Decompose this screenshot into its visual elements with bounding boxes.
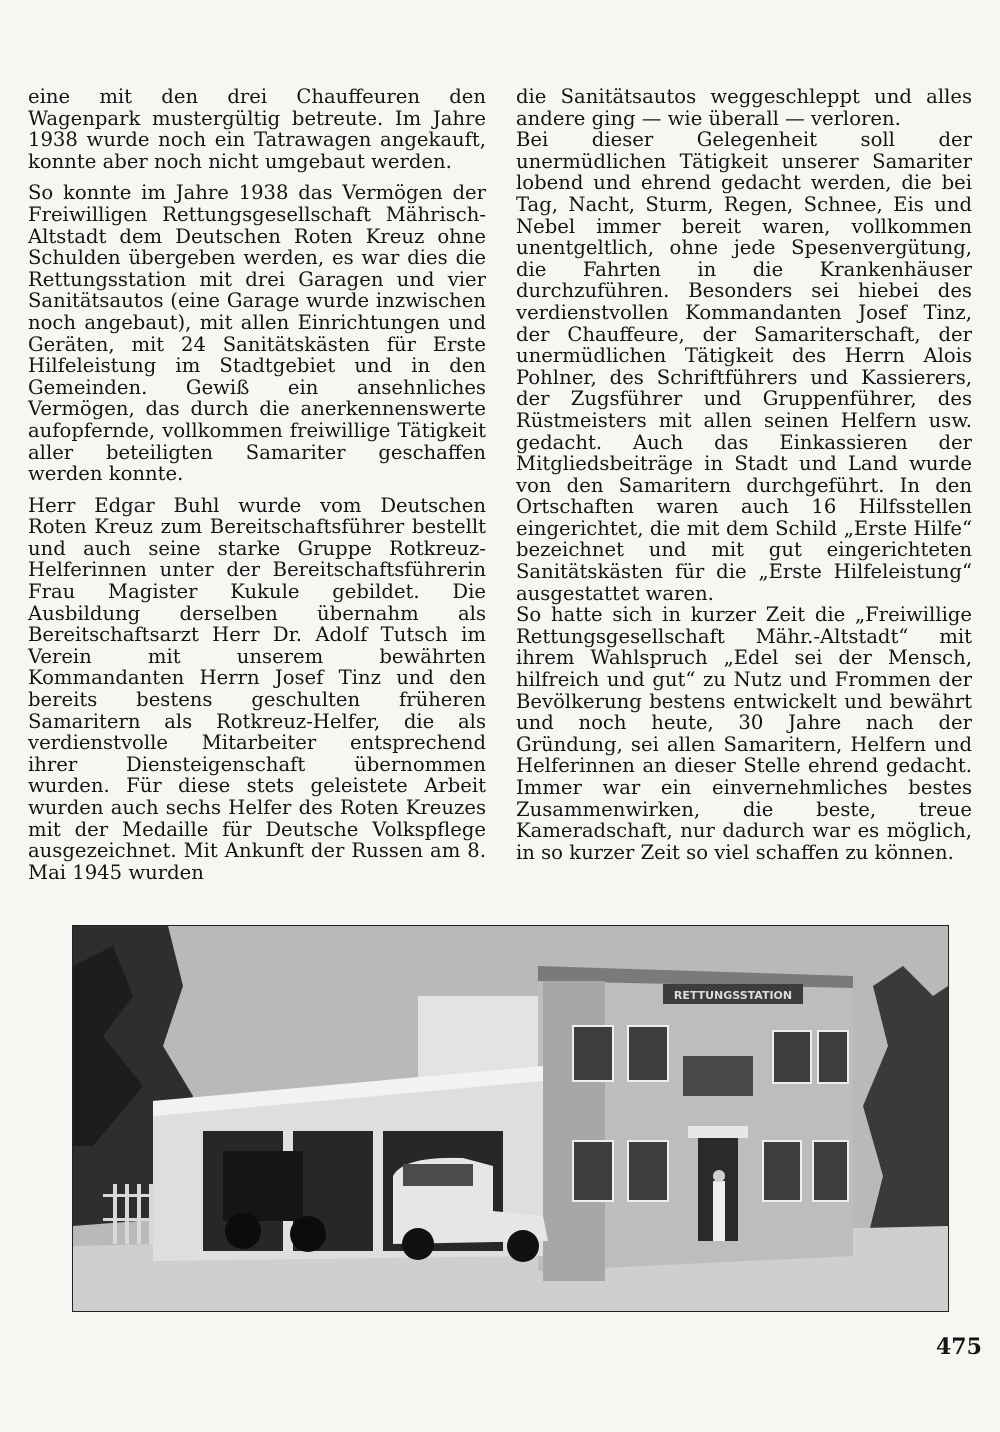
right-text-column (516, 86, 972, 863)
paragraph: eine mit den drei Chauffeuren den Wagenpark mustergültig betreute. Im Jahre 1938 wurde noch ein Tatrawagen angekauft, konnte aber noch nicht umgebaut werden. (28, 85, 486, 173)
paragraph: Bei dieser Gelegenheit soll der unermüdlichen Tätigkeit unserer Samariter lobend und ehrend gedacht werden, die bei Tag, Nacht, Sturm, Regen, Schnee, Eis und Nebel immer bereit waren, vollkommen unentgeltlich, ohne jede Spesenvergütung, die Fahrten in die Krankenhäuser durchzuführen. Besonders sei hiebei des verdienstvollen Kommandanten Josef Tinz, der Chauffeure, der Samariterschaft, der unermüdlichen Tätigkeit des Herrn Alois Pohlner, des Schriftführers und Kassierers, der Zugsführer und Gruppenführer, des Rüstmeisters mit allen seinen Helfern usw. gedacht. Auch das Einkassieren der Mitgliedsbeiträge in Stadt und Land wurde von den Samaritern durchgeführt. In den Ortschaften waren auch 16 Hilfsstellen eingerichtet, die mit dem Schild „Erste Hilfe“ bezeichnet und mit gut eingerichteten Sanitätskästen für die „Erste Hilfeleistung“ ausgestattet waren. (516, 128, 972, 605)
paragraph: die Sanitätsautos weggeschleppt und alles andere ging — wie überall — verloren. (516, 85, 972, 130)
paragraph: Herr Edgar Buhl wurde vom Deutschen Roten Kreuz zum Bereitschaftsführer bestellt und auch seine starke Gruppe Rotkreuz-Helferinnen unter der Bereitschaftsführerin Frau Magister Kukule gebildet. Die Ausbildung derselben übernahm als Bereitschaftsarzt Herr Dr. Adolf Tutsch im Verein mit unserem bewährten Kommandanten Herrn Josef Tinz und den bereits bestens geschulten früheren Samaritern als Rotkreuz-Helfer, die als verdienstvolle Mitarbeiter entsprechend ihrer Diensteigenschaft übernommen wurden. Für diese stets geleistete Arbeit wurden auch sechs Helfer des Roten Kreuzes mit der Medaille für Deutsche Volkspflege ausgezeichnet. Mit Ankunft der Russen am 8. Mai 1945 wurden (28, 493, 486, 884)
page-number: 475 (936, 1334, 982, 1360)
paragraph: So konnte im Jahre 1938 das Vermögen der Freiwilligen Rettungsgesellschaft Mährisch-Altstadt dem Deutschen Roten Kreuz ohne Schulden übergeben werden, es war dies die Rettungsstation mit drei Garagen und vier Sanitätsautos (eine Garage wurde inzwischen noch angebaut), mit allen Einrichtungen und Geräten, mit 24 Sanitätskästen für Erste Hilfeleistung im Stadtgebiet und in den Gemeinden. Gewiß ein ansehnliches Vermögen, das durch die anerkennenswerte aufopfernde, vollkommen freiwillige Tätigkeit aller beteiligten Samariter geschaffen werden konnte. (28, 181, 486, 486)
left-text-column (28, 86, 486, 893)
rescue-station-photo (72, 925, 949, 1312)
building-sign: RETTUNGSSTATION (673, 989, 793, 1002)
paragraph: So hatte sich in kurzer Zeit die „Freiwillige Rettungsgesellschaft Mähr.-Altstadt“ mit ihrem Wahlspruch „Edel sei der Mensch, hilfreich und gut“ zu Nutz und Frommen der Bevölkerung bestens entwickelt und bewährt und noch heute, 30 Jahre nach der Gründung, sei allen Samaritern, Helfern und Helferinnen an dieser Stelle ehrend gedacht. Immer war ein einvernehmliches bestes Zusammenwirken, die beste, treue Kameradschaft, nur dadurch war es möglich, in so kurzer Zeit so viel schaffen zu können. (516, 603, 972, 864)
